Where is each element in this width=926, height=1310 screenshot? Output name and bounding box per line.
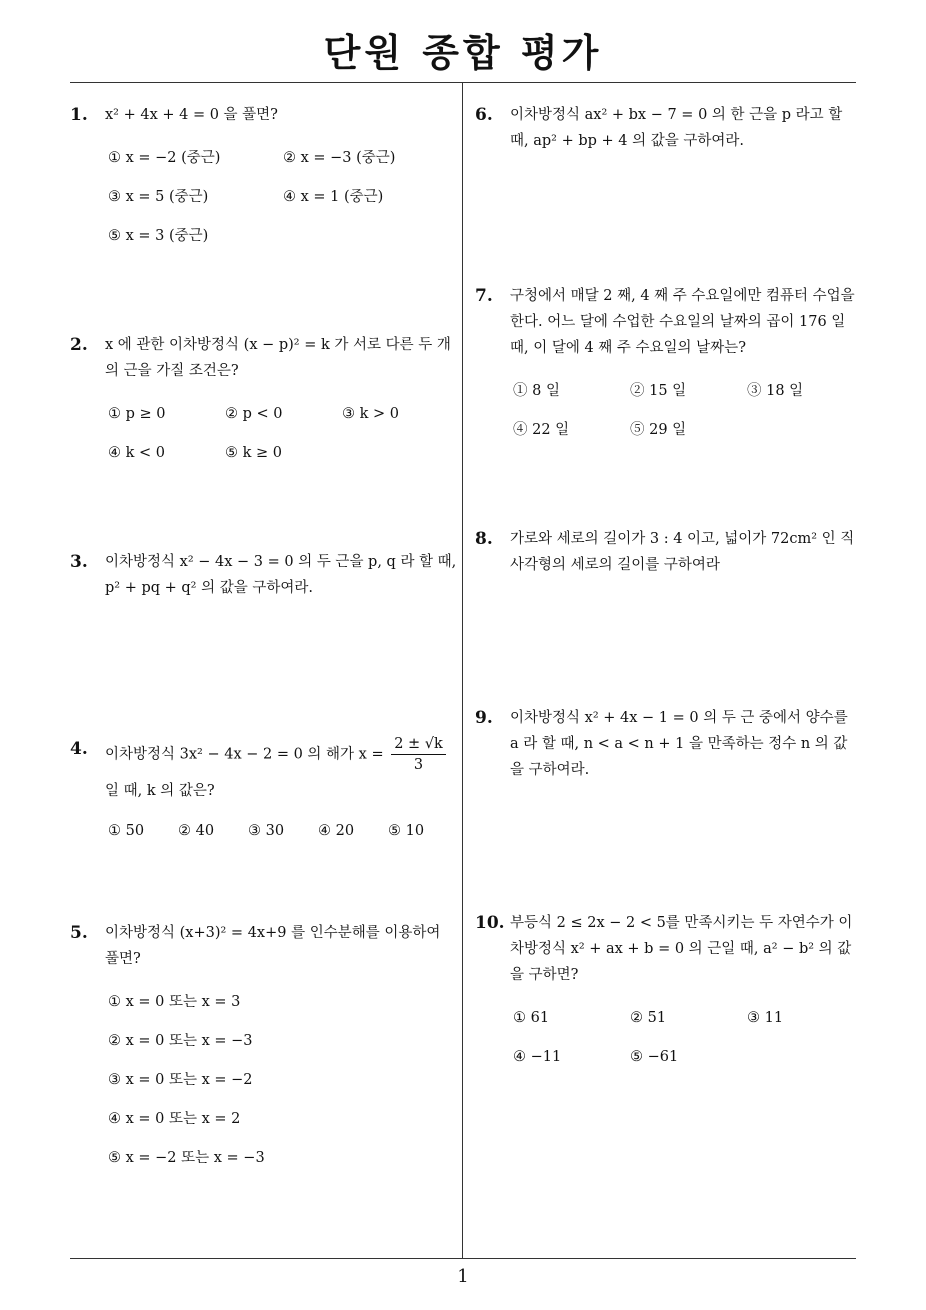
option-2[interactable]: ② x = −3 (중근) [283, 149, 396, 166]
option-3[interactable]: ③ x = 0 또는 x = −2 [108, 1071, 253, 1088]
option-4[interactable]: ④ 20 [318, 822, 355, 839]
option-2[interactable]: ② 51 [630, 1009, 667, 1026]
question-number: 10. [475, 913, 505, 933]
column-divider [462, 83, 463, 1259]
option-2[interactable]: ② p < 0 [225, 405, 283, 422]
question-6 [475, 102, 860, 154]
options [513, 371, 860, 449]
question-number: 9. [475, 708, 493, 728]
bottom-rule [70, 1258, 856, 1259]
option-4[interactable]: ④ −11 [513, 1048, 562, 1065]
question-5 [70, 920, 458, 1177]
option-5[interactable]: ⑤ 10 [388, 822, 425, 839]
options [108, 811, 458, 850]
question-stem: 이차방정식 x² − 4x − 3 = 0 의 두 근을 p, q 라 할 때, p² + pq + q² 의 값을 구하여라. [105, 554, 457, 596]
question-stem: x² + 4x + 4 = 0 을 풀면? [105, 107, 278, 123]
option-3[interactable]: ③ 11 [747, 1009, 784, 1026]
option-3[interactable]: ③ 30 [248, 822, 285, 839]
options [108, 394, 458, 472]
option-5[interactable]: ⑤ 29 일 [630, 421, 687, 438]
question-stem: x 에 관한 이차방정식 (x − p)² = k 가 서로 다른 두 개의 근을 가질 조건은? [105, 337, 451, 379]
question-3 [70, 549, 458, 601]
question-number: 5. [70, 923, 88, 943]
option-1[interactable]: ① 8 일 [513, 382, 560, 399]
fraction-numerator: 2 ± √k [391, 734, 446, 755]
question-7 [475, 283, 860, 449]
option-4[interactable]: ④ k < 0 [108, 444, 165, 461]
page-title: 단원 종합 평가 [323, 31, 603, 75]
option-3[interactable]: ③ k > 0 [342, 405, 399, 422]
question-stem: 이차방정식 (x+3)² = 4x+9 를 인수분해를 이용하여 풀면? [105, 925, 441, 967]
question-stem: 이차방정식 ax² + bx − 7 = 0 의 한 근을 p 라고 할 때, ap² + bp + 4 의 값을 구하여라. [510, 107, 843, 149]
options [513, 998, 860, 1076]
question-stem [105, 734, 458, 807]
question-number: 8. [475, 529, 493, 549]
option-2[interactable]: ② x = 0 또는 x = −3 [108, 1032, 253, 1049]
question-number: 7. [475, 286, 493, 306]
option-4[interactable]: ④ x = 1 (중근) [283, 188, 384, 205]
question-2 [70, 332, 458, 472]
question-stem: 부등식 2 ≤ 2x − 2 < 5를 만족시키는 두 자연수가 이차방정식 x² + ax + b = 0 의 근일 때, a² − b² 의 값을 구하면? [510, 915, 853, 983]
option-5[interactable]: ⑤ x = −2 또는 x = −3 [108, 1149, 265, 1166]
question-stem: 이차방정식 x² + 4x − 1 = 0 의 두 근 중에서 양수를 a 라 할 때, n < a < n + 1 을 만족하는 정수 n 의 값을 구하여라. [510, 710, 848, 778]
question-stem: 가로와 세로의 길이가 3 : 4 이고, 넓이가 72cm² 인 직사각형의 세로의 길이를 구하여라 [510, 531, 855, 573]
option-1[interactable]: ① x = −2 (중근) [108, 149, 221, 166]
question-stem: 구청에서 매달 2 째, 4 째 주 수요일에만 컴퓨터 수업을 한다. 어느 달에 수업한 수요일의 날짜의 곱이 176 일 때, 이 달에 4 째 주 수요일의 날짜는? [510, 288, 855, 356]
option-1[interactable]: ① p ≥ 0 [108, 405, 166, 422]
option-4[interactable]: ④ x = 0 또는 x = 2 [108, 1110, 241, 1127]
option-4[interactable]: ④ 22 일 [513, 421, 570, 438]
question-number: 3. [70, 552, 88, 572]
option-1[interactable]: ① x = 0 또는 x = 3 [108, 993, 241, 1010]
options [108, 982, 458, 1177]
question-number: 1. [70, 105, 88, 125]
option-2[interactable]: ② 40 [178, 822, 215, 839]
question-number: 6. [475, 105, 493, 125]
option-2[interactable]: ② 15 일 [630, 382, 687, 399]
page-number: 1 [457, 1266, 469, 1287]
fraction [391, 734, 446, 775]
question-4 [70, 734, 458, 850]
option-5[interactable]: ⑤ k ≥ 0 [225, 444, 282, 461]
stem-text: 이차방정식 3x² − 4x − 2 = 0 의 해가 x = [105, 746, 384, 763]
options [108, 138, 460, 255]
fraction-denominator: 3 [413, 757, 424, 773]
question-10 [475, 910, 860, 1076]
question-number: 4. [70, 739, 88, 759]
option-5[interactable]: ⑤ −61 [630, 1048, 679, 1065]
option-1[interactable]: ① 50 [108, 822, 145, 839]
question-1 [70, 102, 460, 255]
top-rule [70, 82, 856, 83]
option-5[interactable]: ⑤ x = 3 (중근) [108, 227, 209, 244]
question-9 [475, 705, 860, 783]
option-3[interactable]: ③ 18 일 [747, 382, 804, 399]
stem-text-continued: 일 때, k 의 값은? [105, 783, 215, 799]
question-8 [475, 526, 860, 578]
option-1[interactable]: ① 61 [513, 1009, 550, 1026]
question-number: 2. [70, 335, 88, 355]
option-3[interactable]: ③ x = 5 (중근) [108, 188, 209, 205]
